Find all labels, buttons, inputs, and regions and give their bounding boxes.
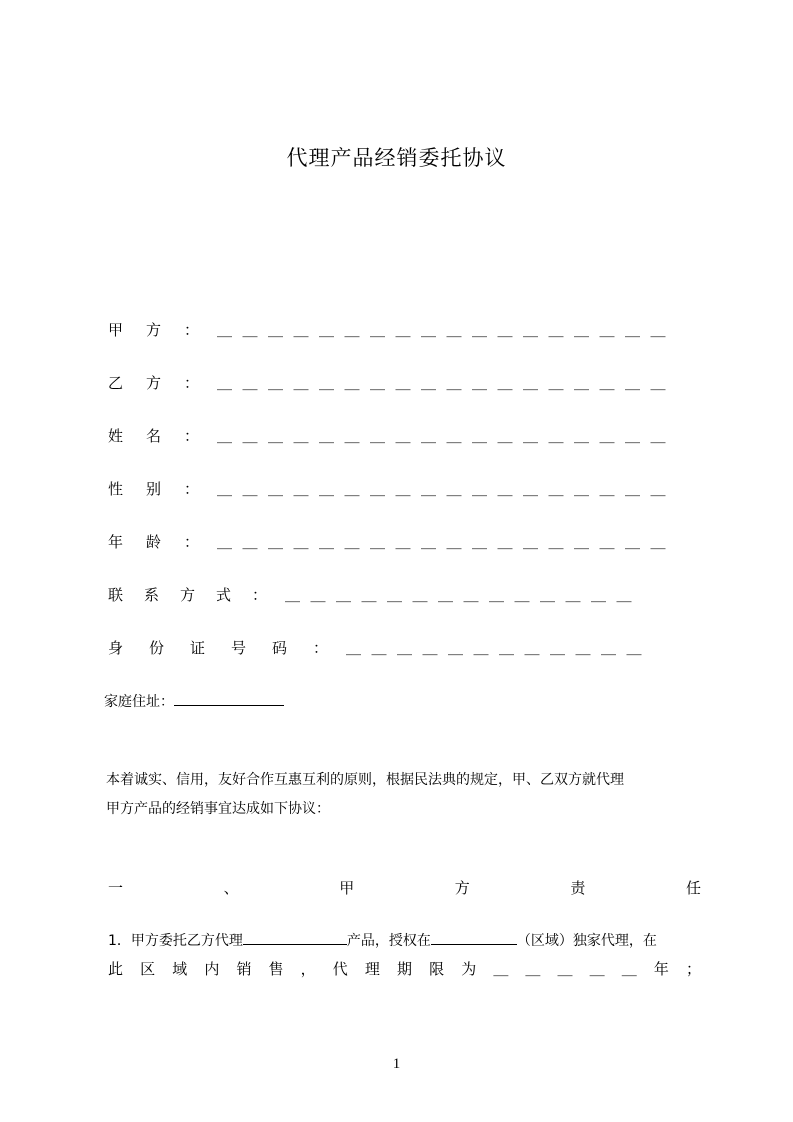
clause-text: （区域）独家代理，在 [516,933,657,949]
field-id-number [108,637,701,659]
field-gender [108,478,701,500]
heading-char: 责 [570,879,586,897]
field-label: 性别 [108,480,185,498]
clause-char: 年 [653,960,669,978]
clause-char: 销 [236,960,252,978]
intro-paragraph-line-1: 本着诚实、信用，友好合作互惠互利的原则，根据民法典的规定，甲、乙双方就代理 [106,772,624,788]
field-age [108,531,701,553]
product-blank[interactable] [243,930,347,945]
heading-char: 甲 [339,879,355,897]
region-blank[interactable] [431,930,517,945]
field-address [104,691,284,712]
clause-char: 域 [172,960,188,978]
clause-char: ； [685,960,701,978]
address-blank[interactable] [174,691,284,706]
intro-paragraph-line-2: 甲方产品的经销事宜达成如下协议： [106,801,330,817]
clause-char: 内 [204,960,220,978]
field-label: 联系方式 [108,586,253,604]
field-blank[interactable]: ＿＿＿＿＿＿＿＿＿＿＿＿＿＿＿＿＿＿ [217,321,677,339]
field-label: 身份证号码 [108,639,314,657]
field-blank[interactable]: ＿＿＿＿＿＿＿＿＿＿＿＿＿＿＿＿＿＿ [217,427,677,445]
clause-char[interactable]: ＿ [589,960,605,978]
address-label: 家庭住址： [104,694,174,710]
field-blank[interactable]: ＿＿＿＿＿＿＿＿＿＿＿＿＿＿＿＿＿＿ [217,533,677,551]
field-blank[interactable]: ＿＿＿＿＿＿＿＿＿＿＿＿＿＿ [285,586,643,604]
field-colon: ： [184,427,200,445]
clause-char[interactable]: ＿ [525,960,541,978]
clause-text: 1．甲方委托乙方代理 [108,933,243,949]
field-colon: ： [184,321,200,339]
field-contact [108,584,701,606]
clause-char[interactable]: ＿ [621,960,637,978]
heading-char: 、 [223,879,239,897]
field-colon: ： [184,533,200,551]
page-title: 代理产品经销委托协议 [286,146,507,170]
field-party-b [108,372,701,394]
heading-char: 任 [685,879,701,897]
field-name [108,425,701,447]
clause-char: ， [300,960,316,978]
field-label: 年龄 [108,533,185,551]
page-number: 1 [392,1056,401,1072]
field-colon: ： [184,480,200,498]
field-colon: ： [313,639,329,657]
heading-char: 一 [108,879,124,897]
field-label: 姓名 [108,427,185,445]
clause-char: 区 [140,960,156,978]
clause-char: 理 [364,960,380,978]
clause-1-line-2 [108,958,701,980]
clause-char[interactable]: ＿ [557,960,573,978]
clause-1-line-1 [108,930,701,952]
clause-char: 为 [461,960,477,978]
field-blank[interactable]: ＿＿＿＿＿＿＿＿＿＿＿＿＿＿＿＿＿＿ [217,374,677,392]
clause-char: 售 [268,960,284,978]
clause-char: 期 [396,960,412,978]
heading-char: 方 [454,879,470,897]
field-blank[interactable]: ＿＿＿＿＿＿＿＿＿＿＿＿ [346,639,653,657]
field-label: 乙方 [108,374,185,392]
field-blank[interactable]: ＿＿＿＿＿＿＿＿＿＿＿＿＿＿＿＿＿＿ [217,480,677,498]
field-colon: ： [184,374,200,392]
clause-char[interactable]: ＿ [493,960,509,978]
clause-char: 限 [429,960,445,978]
section-heading [108,876,701,900]
clause-char: 代 [332,960,348,978]
field-colon: ： [252,586,268,604]
clause-text: 产品，授权在 [346,933,431,949]
clause-char: 此 [108,960,124,978]
field-party-a [108,319,701,341]
field-label: 甲方 [108,321,185,339]
